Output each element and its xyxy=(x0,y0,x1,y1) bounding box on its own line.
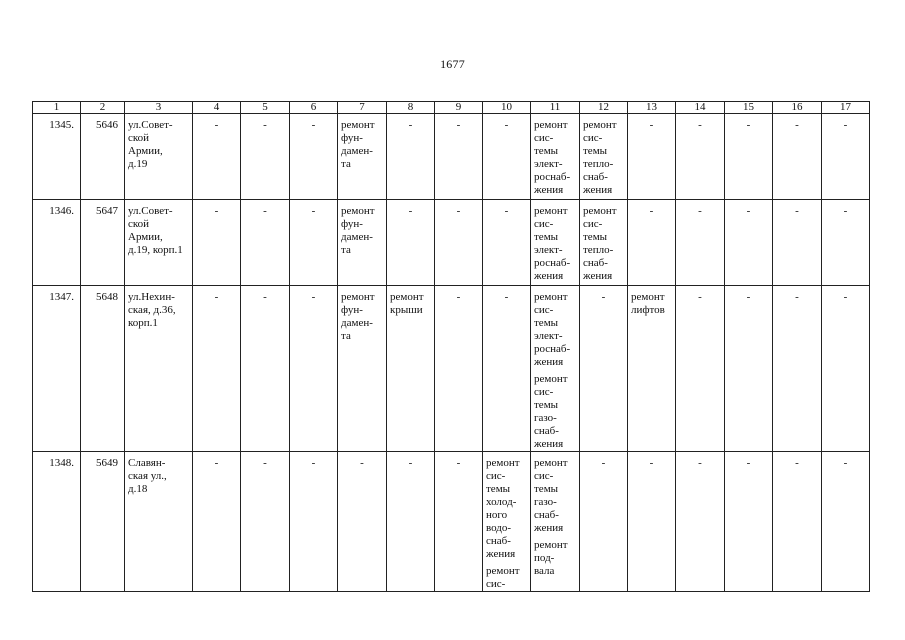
building-code: 5648 xyxy=(81,286,125,452)
row-number: 1348. xyxy=(33,452,81,592)
work-cell-col-12 xyxy=(580,200,628,286)
work-line: фун- xyxy=(341,132,363,144)
work-cell-col-8 xyxy=(387,286,435,452)
empty-cell-col-13: - xyxy=(628,114,676,200)
column-header: 10 xyxy=(483,102,531,114)
work-entry xyxy=(534,119,579,197)
empty-cell-col-15: - xyxy=(725,200,773,286)
work-line: темы xyxy=(534,145,559,157)
work-entry xyxy=(583,205,627,283)
work-line: дамен- xyxy=(341,145,373,157)
building-code: 5647 xyxy=(81,200,125,286)
work-line: жения xyxy=(534,184,564,196)
work-cell-col-12 xyxy=(580,114,628,200)
building-code: 5649 xyxy=(81,452,125,592)
column-header: 14 xyxy=(676,102,725,114)
address-line: ская ул., xyxy=(128,470,167,482)
work-line: та xyxy=(341,244,351,256)
work-line: сис- xyxy=(534,132,554,144)
empty-cell-col-6: - xyxy=(290,114,338,200)
work-line: снаб- xyxy=(534,509,559,521)
work-line: снаб- xyxy=(486,535,511,547)
work-line: темы xyxy=(534,317,559,329)
empty-cell-col-5: - xyxy=(241,200,290,286)
column-header: 4 xyxy=(193,102,241,114)
work-line: ремонт xyxy=(341,119,375,131)
work-line: холод- xyxy=(486,496,517,508)
work-entry xyxy=(534,373,579,451)
empty-cell-col-13: - xyxy=(628,200,676,286)
work-line: роснаб- xyxy=(534,343,571,355)
work-line: роснаб- xyxy=(534,257,571,269)
column-header: 1 xyxy=(33,102,81,114)
empty-cell-col-10: - xyxy=(483,200,531,286)
address-line: д.19, корп.1 xyxy=(128,244,183,256)
work-line: ремонт xyxy=(341,205,375,217)
work-line: темы xyxy=(534,399,559,411)
work-cell-col-11 xyxy=(531,452,580,592)
work-line: газо- xyxy=(534,496,557,508)
work-cell-col-11 xyxy=(531,114,580,200)
empty-cell-col-6: - xyxy=(290,452,338,592)
empty-cell-col-14: - xyxy=(676,200,725,286)
empty-cell-col-8: - xyxy=(387,452,435,592)
empty-cell-col-5: - xyxy=(241,452,290,592)
work-line: ремонт xyxy=(534,457,568,469)
row-number: 1345. xyxy=(33,114,81,200)
work-line: крыши xyxy=(390,304,423,316)
work-line: снаб- xyxy=(583,171,608,183)
work-line: темы xyxy=(534,231,559,243)
empty-cell-col-7: - xyxy=(338,452,387,592)
work-cell-col-7 xyxy=(338,286,387,452)
empty-cell-col-8: - xyxy=(387,114,435,200)
work-line: дамен- xyxy=(341,317,373,329)
empty-cell-col-12: - xyxy=(580,452,628,592)
work-line: сис- xyxy=(583,218,603,230)
table-row xyxy=(33,452,870,592)
work-line: сис- xyxy=(534,304,554,316)
repair-schedule-table xyxy=(32,101,870,592)
work-line: элект- xyxy=(534,244,563,256)
work-line: ного xyxy=(486,509,508,521)
address-line: корп.1 xyxy=(128,317,158,329)
work-entry xyxy=(583,119,627,197)
work-line: жения xyxy=(583,270,613,282)
column-header-row xyxy=(33,102,870,114)
empty-cell-col-17: - xyxy=(822,286,870,452)
empty-cell-col-14: - xyxy=(676,452,725,592)
table-row xyxy=(33,200,870,286)
empty-cell-col-17: - xyxy=(822,452,870,592)
empty-cell-col-14: - xyxy=(676,114,725,200)
work-line: жения xyxy=(534,356,564,368)
work-line: водо- xyxy=(486,522,512,534)
address-cell xyxy=(125,452,193,592)
empty-cell-col-6: - xyxy=(290,200,338,286)
column-header: 15 xyxy=(725,102,773,114)
column-header: 12 xyxy=(580,102,628,114)
work-cell-col-11 xyxy=(531,286,580,452)
work-entry xyxy=(631,291,675,317)
work-line: лифтов xyxy=(631,304,665,316)
empty-cell-col-16: - xyxy=(773,452,822,592)
work-line: жения xyxy=(534,438,564,450)
empty-cell-col-15: - xyxy=(725,452,773,592)
work-line: ремонт xyxy=(534,119,568,131)
empty-cell-col-15: - xyxy=(725,114,773,200)
empty-cell-col-17: - xyxy=(822,114,870,200)
column-header: 7 xyxy=(338,102,387,114)
work-line: сис- xyxy=(583,132,603,144)
work-line: элект- xyxy=(534,330,563,342)
column-header: 8 xyxy=(387,102,435,114)
column-header: 13 xyxy=(628,102,676,114)
work-line: снаб- xyxy=(583,257,608,269)
work-line: жения xyxy=(534,270,564,282)
empty-cell-col-9: - xyxy=(435,452,483,592)
empty-cell-col-13: - xyxy=(628,452,676,592)
row-number: 1347. xyxy=(33,286,81,452)
work-line: тепло- xyxy=(583,158,614,170)
address-line: ской xyxy=(128,132,150,144)
work-entry xyxy=(486,457,530,561)
work-line: жения xyxy=(534,522,564,534)
work-cell-col-11 xyxy=(531,200,580,286)
work-cell-col-7 xyxy=(338,114,387,200)
work-line: ремонт xyxy=(583,205,617,217)
address-cell xyxy=(125,200,193,286)
work-entry xyxy=(341,205,386,257)
table-row xyxy=(33,114,870,200)
address-line: ской xyxy=(128,218,150,230)
empty-cell-col-9: - xyxy=(435,286,483,452)
work-entry xyxy=(534,291,579,369)
empty-cell-col-5: - xyxy=(241,286,290,452)
work-line: сис- xyxy=(486,470,506,482)
work-line: жения xyxy=(486,548,516,560)
column-header: 9 xyxy=(435,102,483,114)
work-line: темы xyxy=(534,483,559,495)
column-header: 16 xyxy=(773,102,822,114)
empty-cell-col-9: - xyxy=(435,200,483,286)
empty-cell-col-5: - xyxy=(241,114,290,200)
work-line: ремонт xyxy=(534,291,568,303)
empty-cell-col-17: - xyxy=(822,200,870,286)
work-line: газо- xyxy=(534,412,557,424)
work-line: ремонт xyxy=(583,119,617,131)
work-line: ремонт xyxy=(631,291,665,303)
empty-cell-col-15: - xyxy=(725,286,773,452)
page-number: 1677 xyxy=(440,57,465,71)
column-header: 3 xyxy=(125,102,193,114)
work-entry xyxy=(486,565,530,591)
empty-cell-col-4: - xyxy=(193,286,241,452)
work-entry xyxy=(534,539,579,578)
work-line: сис- xyxy=(486,578,506,590)
empty-cell-col-16: - xyxy=(773,286,822,452)
empty-cell-col-10: - xyxy=(483,286,531,452)
work-line: ремонт xyxy=(486,457,520,469)
work-line: ремонт xyxy=(341,291,375,303)
work-cell-col-7 xyxy=(338,200,387,286)
work-line: фун- xyxy=(341,304,363,316)
work-line: элект- xyxy=(534,158,563,170)
address-line: д.19 xyxy=(128,158,148,170)
empty-cell-col-10: - xyxy=(483,114,531,200)
empty-cell-col-4: - xyxy=(193,452,241,592)
work-entry xyxy=(390,291,434,317)
work-line: фун- xyxy=(341,218,363,230)
work-line: ремонт xyxy=(534,539,568,551)
work-line: ремонт xyxy=(390,291,424,303)
work-line: темы xyxy=(583,231,608,243)
column-header: 11 xyxy=(531,102,580,114)
work-entry xyxy=(341,291,386,343)
address-line: ул.Нехин- xyxy=(128,291,175,303)
address-line: ул.Совет- xyxy=(128,205,173,217)
empty-cell-col-4: - xyxy=(193,200,241,286)
work-line: тепло- xyxy=(583,244,614,256)
work-entry xyxy=(534,457,579,535)
building-code: 5646 xyxy=(81,114,125,200)
address-line: ул.Совет- xyxy=(128,119,173,131)
address-line: Армии, xyxy=(128,145,163,157)
empty-cell-col-8: - xyxy=(387,200,435,286)
column-header: 17 xyxy=(822,102,870,114)
work-line: та xyxy=(341,158,351,170)
work-cell-col-13 xyxy=(628,286,676,452)
work-line: дамен- xyxy=(341,231,373,243)
empty-cell-col-12: - xyxy=(580,286,628,452)
empty-cell-col-4: - xyxy=(193,114,241,200)
work-entry xyxy=(341,119,386,171)
work-line: сис- xyxy=(534,470,554,482)
address-line: д.18 xyxy=(128,483,148,495)
column-header: 5 xyxy=(241,102,290,114)
work-line: снаб- xyxy=(534,425,559,437)
work-line: вала xyxy=(534,565,555,577)
work-line: темы xyxy=(486,483,511,495)
work-line: под- xyxy=(534,552,555,564)
table-row xyxy=(33,286,870,452)
work-line: жения xyxy=(583,184,613,196)
address-line: ская, д.36, xyxy=(128,304,176,316)
work-line: темы xyxy=(583,145,608,157)
address-line: Славян- xyxy=(128,457,166,469)
row-number: 1346. xyxy=(33,200,81,286)
column-header: 2 xyxy=(81,102,125,114)
address-cell xyxy=(125,114,193,200)
address-cell xyxy=(125,286,193,452)
work-line: роснаб- xyxy=(534,171,571,183)
column-header: 6 xyxy=(290,102,338,114)
work-cell-col-10 xyxy=(483,452,531,592)
work-line: сис- xyxy=(534,218,554,230)
empty-cell-col-6: - xyxy=(290,286,338,452)
empty-cell-col-14: - xyxy=(676,286,725,452)
work-line: та xyxy=(341,330,351,342)
work-line: сис- xyxy=(534,386,554,398)
work-line: ремонт xyxy=(534,373,568,385)
work-line: ремонт xyxy=(534,205,568,217)
address-line: Армии, xyxy=(128,231,163,243)
empty-cell-col-16: - xyxy=(773,200,822,286)
empty-cell-col-16: - xyxy=(773,114,822,200)
empty-cell-col-9: - xyxy=(435,114,483,200)
work-line: ремонт xyxy=(486,565,520,577)
work-entry xyxy=(534,205,579,283)
